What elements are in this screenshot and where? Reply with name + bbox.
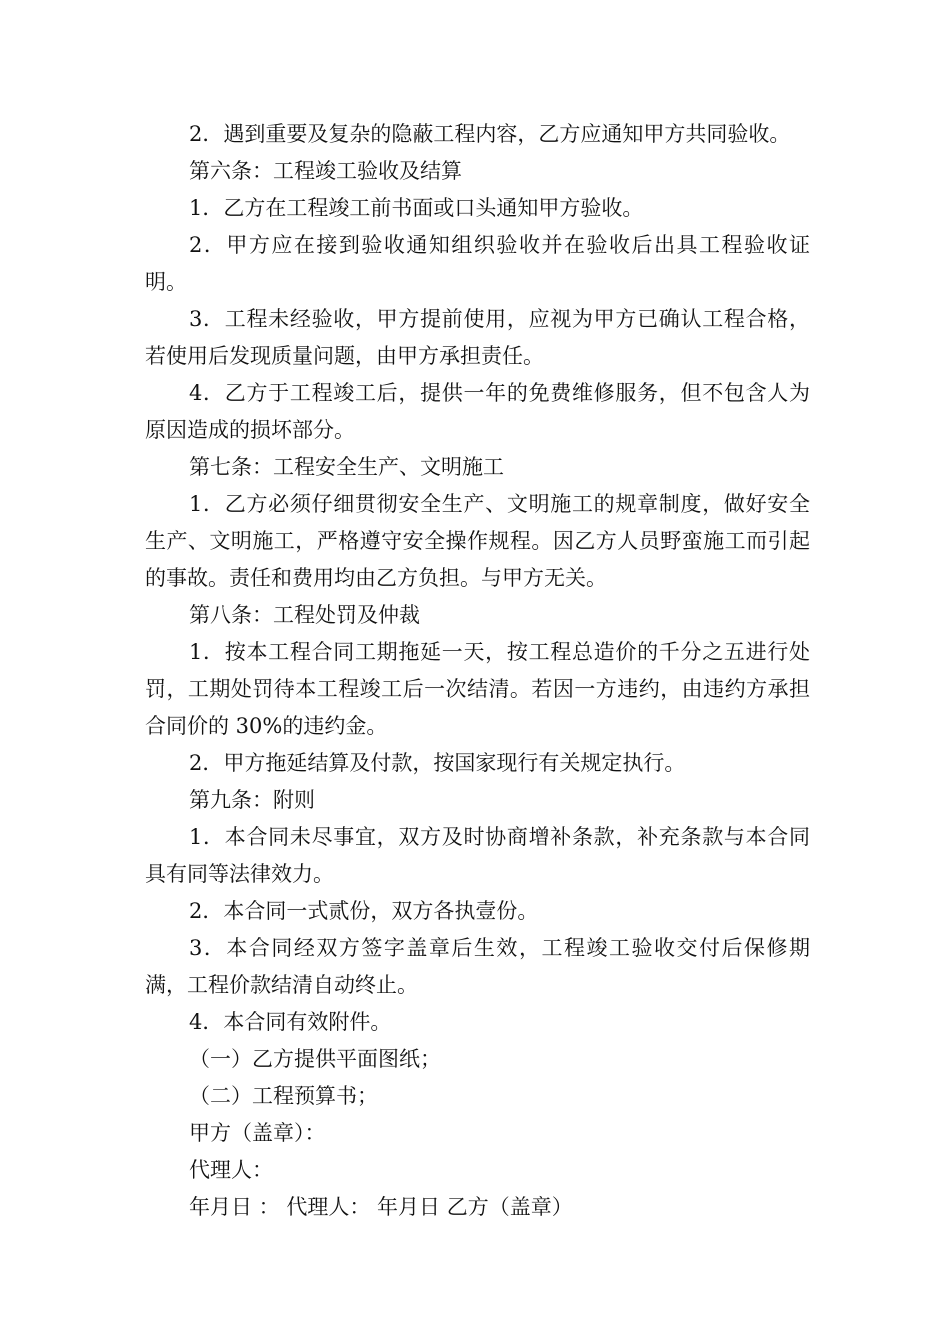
clause-8-item-1: 1．按本工程合同工期拖延一天，按工程总造价的千分之五进行处罚，工期处罚待本工程竣工后一次结清。若因一方违约，由违约方承担合同价的 30%的违约金。 [145, 640, 810, 738]
article-6-heading: 第六条：工程竣工验收及结算 [189, 159, 462, 183]
clause-8-item-2: 2．甲方拖延结算及付款，按国家现行有关规定执行。 [189, 751, 686, 775]
attachment-1: （一）乙方提供平面图纸； [189, 1047, 441, 1071]
article-7-heading: 第七条：工程安全生产、文明施工 [189, 455, 504, 479]
clause-9-item-1: 1．本合同未尽事宜，双方及时协商增补条款，补充条款与本合同具有同等法律效力。 [145, 825, 810, 886]
article-9-heading: 第九条：附则 [189, 788, 315, 812]
clause-9-item-3: 3．本合同经双方签字盖章后生效，工程竣工验收交付后保修期满，工程价款结清自动终止。 [145, 936, 810, 997]
clause-5-item-2: 2．遇到重要及复杂的隐蔽工程内容，乙方应通知甲方共同验收。 [189, 122, 791, 146]
clause-9-item-2: 2．本合同一式贰份，双方各执壹份。 [189, 899, 539, 923]
contract-body [145, 116, 810, 1226]
agent-line: 代理人： [189, 1158, 273, 1182]
clause-7-item-1: 1．乙方必须仔细贯彻安全生产、文明施工的规章制度，做好安全生产、文明施工，严格遵守安全操作规程。因乙方人员野蛮施工而引起的事故。责任和费用均由乙方负担。与甲方无关。 [145, 492, 810, 590]
clause-6-item-3: 3．工程未经验收，甲方提前使用，应视为甲方已确认工程合格，若使用后发现质量问题，由甲方承担责任。 [145, 307, 810, 368]
clause-9-item-4: 4．本合同有效附件。 [189, 1010, 392, 1034]
party-a-seal-line: 甲方（盖章）： [189, 1121, 326, 1145]
signature-date-line: 年月日 ： 代理人： 年月日 乙方（盖章） [189, 1195, 573, 1219]
clause-6-item-2: 2．甲方应在接到验收通知组织验收并在验收后出具工程验收证明。 [145, 233, 810, 294]
clause-6-item-4: 4．乙方于工程竣工后，提供一年的免费维修服务，但不包含人为原因造成的损坏部分。 [145, 381, 810, 442]
attachment-2: （二）工程预算书； [189, 1084, 378, 1108]
clause-6-item-1: 1．乙方在工程竣工前书面或口头通知甲方验收。 [189, 196, 644, 220]
article-8-heading: 第八条：工程处罚及仲裁 [189, 603, 420, 627]
